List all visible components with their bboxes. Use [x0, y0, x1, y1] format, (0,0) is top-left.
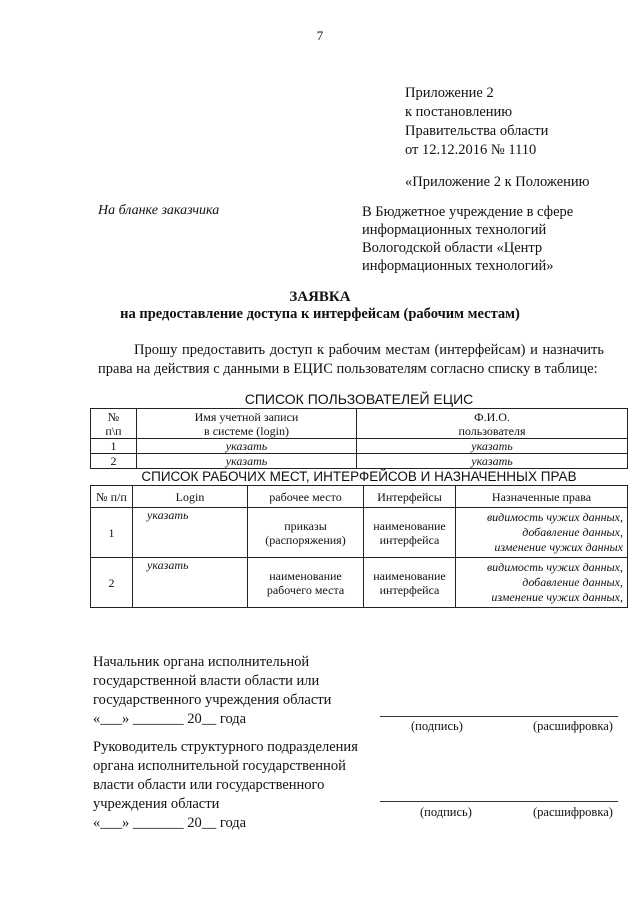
header-fio: Ф.И.О. пользователя: [357, 409, 628, 439]
row-login: указать: [133, 558, 248, 608]
appendix-line: к постановлению: [405, 104, 513, 120]
signer-title-line: органа исполнительной государственной: [93, 758, 346, 774]
appendix-line: Правительства области: [405, 123, 549, 139]
sign-caption: (подпись): [420, 805, 472, 819]
signer-title-line: государственного учреждения области: [93, 692, 332, 708]
request-text: Прошу предоставить доступ к рабочим местам (интерфейсам) и назначить права на действия с данными в ЕЦИС пользователям согласно списку в таблице:: [98, 342, 604, 377]
header-login: Имя учетной записи в системе (login): [137, 409, 357, 439]
header-num: № п/п: [91, 486, 133, 508]
addressee-line: В Бюджетное учреждение в сфере: [362, 204, 574, 220]
row-login: указать: [137, 439, 357, 454]
signer-title-line: Начальник органа исполнительной: [93, 654, 310, 670]
decode-caption: (расшифровка): [533, 805, 613, 819]
signer-title-line: власти области или государственного: [93, 777, 325, 793]
row-workplace: наименование рабочего места: [248, 558, 364, 608]
row-num: 2: [91, 558, 133, 608]
signer-title-line: учреждения области: [93, 796, 220, 812]
workplaces-table-title: СПИСОК РАБОЧИХ МЕСТ, ИНТЕРФЕЙСОВ И НАЗНАЧЕННЫХ ПРАВ: [141, 469, 577, 484]
row-num: 1: [91, 439, 137, 454]
appendix-reference: [405, 84, 590, 192]
page-number: 7: [316, 28, 324, 43]
signature-line: [380, 716, 618, 717]
row-interface: наименование интерфейса: [364, 558, 456, 608]
signature-block-head: [93, 653, 331, 729]
workplaces-table: [90, 485, 628, 608]
document-title: ЗАЯВКА: [289, 289, 351, 305]
row-rights: видимость чужих данных, добавление данных, изменение чужих данных: [456, 508, 628, 558]
addressee: [362, 203, 573, 275]
table-row: [91, 558, 628, 608]
signer-title-line: государственной власти области или: [93, 673, 320, 689]
row-fio: указать: [357, 439, 628, 454]
table-header-row: [91, 409, 628, 439]
header-rights: Назначенные права: [456, 486, 628, 508]
header-interfaces: Интерфейсы: [364, 486, 456, 508]
header-workplace: рабочее место: [248, 486, 364, 508]
table-row: [91, 454, 628, 469]
row-login: указать: [133, 508, 248, 558]
request-paragraph: [98, 341, 604, 379]
addressee-line: информационных технологий»: [362, 258, 554, 274]
table-row: [91, 439, 628, 454]
header-login: Login: [133, 486, 248, 508]
row-rights: видимость чужих данных, добавление данных, изменение чужих данных,: [456, 558, 628, 608]
document-subtitle: на предоставление доступа к интерфейсам (рабочим местам): [120, 306, 520, 322]
appendix-line: «Приложение 2 к Положению: [405, 174, 590, 190]
row-num: 1: [91, 508, 133, 558]
signature-date: «___» _______ 20__ года: [93, 711, 247, 727]
row-num: 2: [91, 454, 137, 469]
blank-note: На бланке заказчика: [98, 203, 220, 218]
addressee-line: информационных технологий: [362, 222, 547, 238]
row-interface: наименование интерфейса: [364, 508, 456, 558]
appendix-line: от 12.12.2016 № 1110: [405, 142, 537, 158]
addressee-line: Вологодской области «Центр: [362, 240, 543, 256]
table-row: [91, 508, 628, 558]
signature-date: «___» _______ 20__ года: [93, 815, 247, 831]
users-table: [90, 408, 628, 469]
row-workplace: приказы (распоряжения): [248, 508, 364, 558]
decode-caption: (расшифровка): [533, 719, 613, 733]
signer-title-line: Руководитель структурного подразделения: [93, 739, 358, 755]
header-num: № п\п: [91, 409, 137, 439]
sign-caption: (подпись): [411, 719, 463, 733]
appendix-line: Приложение 2: [405, 85, 494, 101]
row-fio: указать: [357, 454, 628, 469]
signature-line: [380, 801, 618, 802]
table-header-row: [91, 486, 628, 508]
users-table-title: СПИСОК ПОЛЬЗОВАТЕЛЕЙ ЕЦИС: [244, 391, 474, 407]
signature-block-department: [93, 738, 358, 833]
row-login: указать: [137, 454, 357, 469]
